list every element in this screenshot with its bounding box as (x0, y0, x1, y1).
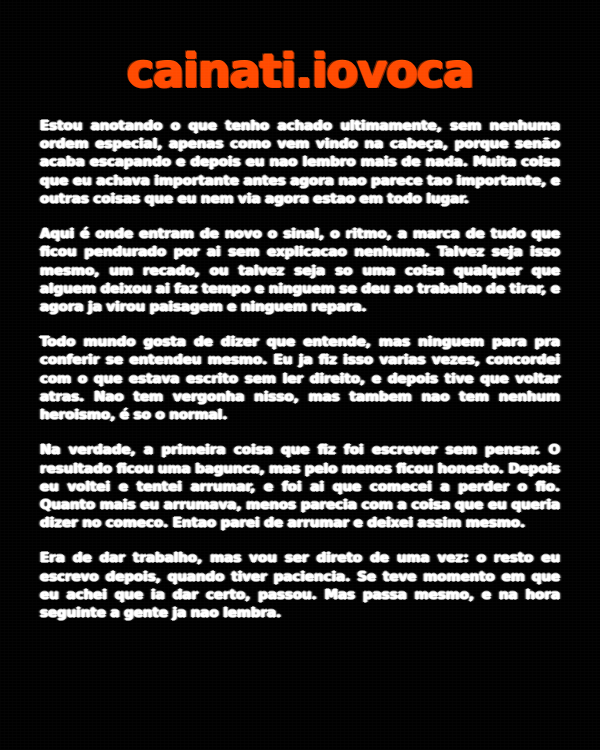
paragraph: Estou anotando o que tenho achado ultimamente, sem nenhuma ordem especial, apenas como vem vindo na cabeça, porque senão acaba escapando e depois eu nao lembro mais de nada. Muita coisa que eu achava importante antes agora nao parece tao importante, e outras coisas que eu nem via agora estao em todo lugar. (40, 119, 560, 207)
paragraph: Todo mundo gosta de dizer que entende, mas ninguem para pra conferir se entendeu mesmo. Eu ja fiz isso varias vezes, concordei com o que estava escrito sem ler direito, e depois tive que voltar atras. Nao tem vergonha nisso, mas tambem nao tem nenhum heroismo, é so o normal. (40, 335, 560, 424)
body-copy (40, 118, 560, 623)
paragraph: Era de dar trabalho, mas vou ser direto de uma vez: o resto eu escrevo depois, quando tiver paciencia. Se teve momento em que eu achei que ia dar certo, passou. Mas passa mesmo, e na hora seguinte a gente ja nao lembra. (40, 551, 560, 622)
paragraph: Na verdade, a primeira coisa que fiz foi escrever sem pensar. O resultado ficou uma bagunca, mas pelo menos ficou honesto. Depois eu voltei e tentei arrumar, e foi ai que comecei a perder o fio. Quanto mais eu arrumava, menos parecia com a coisa que eu queria dizer no comeco. Entao parei de arrumar e deixei assim mesmo. (40, 443, 560, 532)
page-title: cainati.iovoca (126, 44, 474, 98)
paragraph: Aqui é onde entram de novo o sinal, o ritmo, a marca de tudo que ficou pendurado por ai sem explicacao nenhuma. Talvez seja isso mesmo, um recado, ou talvez seja so uma coisa qualquer que alguem deixou ai faz tempo e ninguem se deu ao trabalho de tirar, e agora ja virou paisagem e ninguem repara. (40, 227, 560, 315)
